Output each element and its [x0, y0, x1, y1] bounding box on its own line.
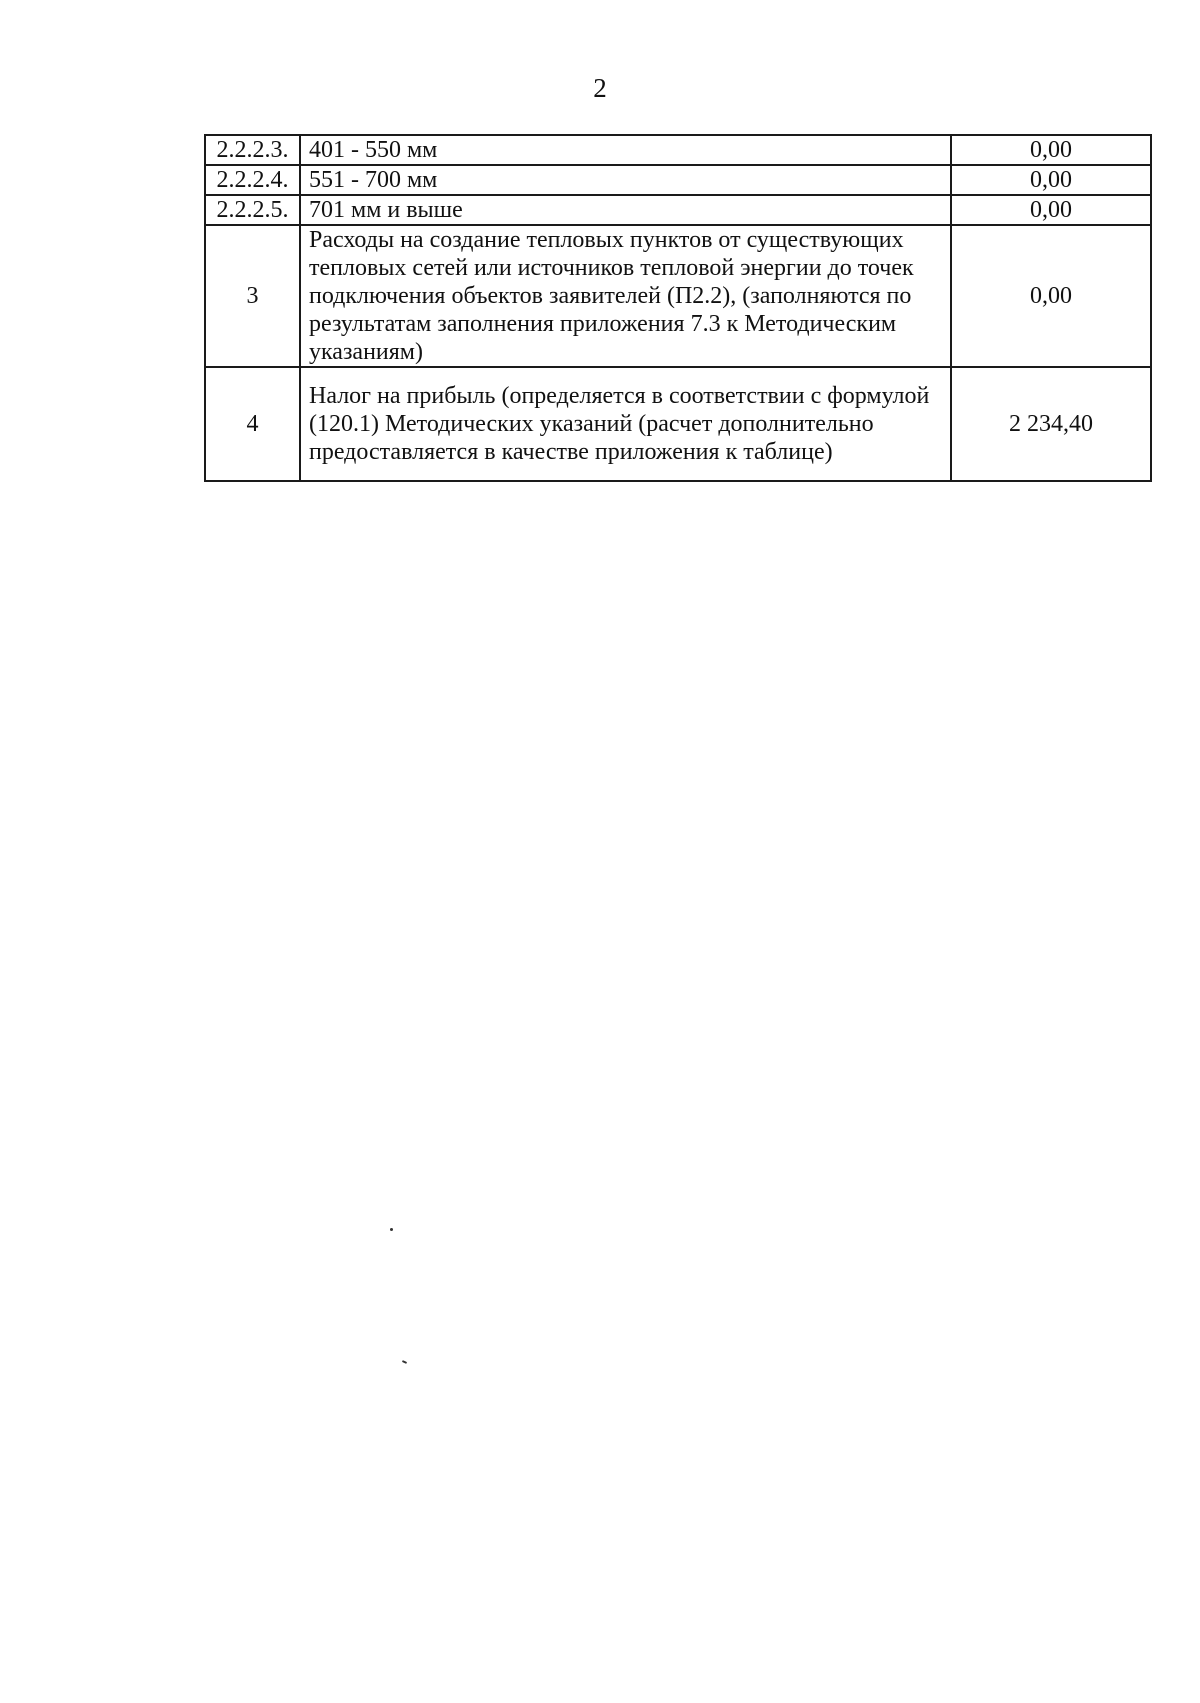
scan-speck	[402, 1360, 407, 1364]
row-number: 4	[205, 367, 300, 481]
table-row	[205, 135, 1151, 165]
row-description: Налог на прибыль (определяется в соответствии с формулой (120.1) Методических указаний (расчет дополнительно предоставляется в качестве приложения к таблице)	[300, 367, 951, 481]
row-description: 551 - 700 мм	[300, 165, 951, 195]
row-value: 0,00	[951, 165, 1151, 195]
row-value: 2 234,40	[951, 367, 1151, 481]
table-row	[205, 165, 1151, 195]
row-number: 2.2.2.5.	[205, 195, 300, 225]
row-description: 701 мм и выше	[300, 195, 951, 225]
row-number: 3	[205, 225, 300, 367]
row-number: 2.2.2.4.	[205, 165, 300, 195]
table-row	[205, 195, 1151, 225]
row-description: Расходы на создание тепловых пунктов от существующих тепловых сетей или источников тепловой энергии до точек подключения объектов заявителей (П2.2), (заполняются по результатам заполнения приложения 7.3 к Методическим указаниям)	[300, 225, 951, 367]
row-value: 0,00	[951, 135, 1151, 165]
row-value: 0,00	[951, 225, 1151, 367]
page-number: 2	[593, 73, 607, 103]
row-number: 2.2.2.3.	[205, 135, 300, 165]
scan-speck	[390, 1228, 393, 1231]
row-description: 401 - 550 мм	[300, 135, 951, 165]
cost-table	[204, 134, 1152, 482]
table-row	[205, 367, 1151, 481]
row-value: 0,00	[951, 195, 1151, 225]
table-row	[205, 225, 1151, 367]
